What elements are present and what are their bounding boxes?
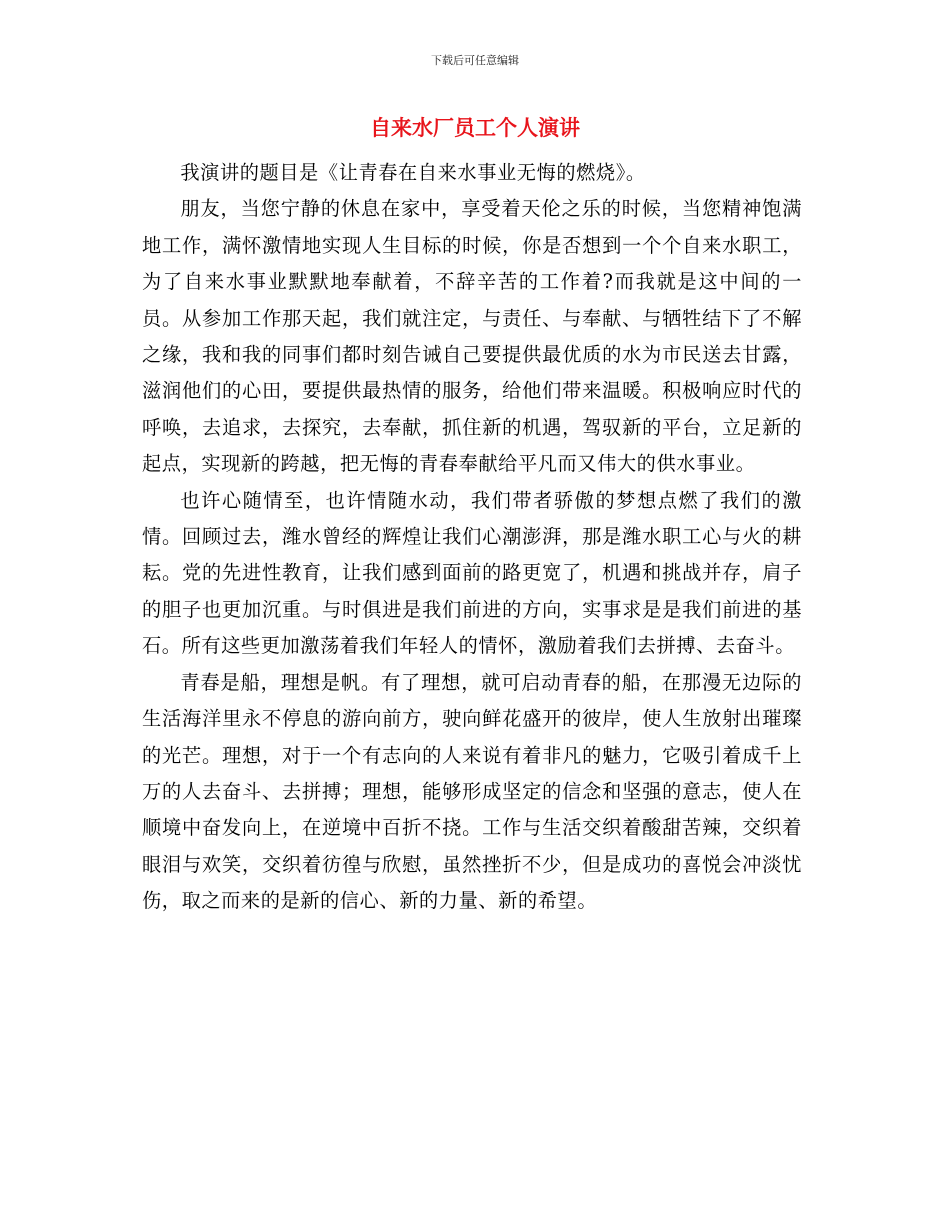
paragraph-ideals: 青春是船，理想是帆。有了理想，就可启动青春的船，在那漫无边际的生活海洋里永不停息的游向前方，驶向鲜花盛开的彼岸，使人生放射出璀璨的光芒。理想，对于一个有志向的人来说有着非凡的魅力，它吸引着成千上万的人去奋斗、去拼搏；理想，能够形成坚定的信念和坚强的意志，使人在顺境中奋发向上，在逆境中百折不挠。工作与生活交织着酸甜苦辣，交织着眼泪与欢笑，交织着彷徨与欣慰，虽然挫折不少，但是成功的喜悦会冲淡忧伤，取之而来的是新的信心、新的力量、新的希望。	[142, 670, 802, 913]
paragraph-passion: 也许心随情至，也许情随水动，我们带者骄傲的梦想点燃了我们的激情。回顾过去，潍水曾经的辉煌让我们心潮澎湃，那是潍水职工心与火的耕耘。党的先进性教育，让我们感到面前的路更宽了，机遇和挑战并存，肩子的胆子也更加沉重。与时俱进是我们前进的方向，实事求是是我们前进的基石。所有这些更加激荡着我们年轻人的情怀，激励着我们去拼搏、去奋斗。	[142, 488, 802, 658]
paragraph-dedication: 朋友，当您宁静的休息在家中，享受着天伦之乐的时候，当您精神饱满地工作，满怀激情地实现人生目标的时候，你是否想到一个个自来水职工，为了自来水事业默默地奉献着，不辞辛苦的工作着?而我就是这中间的一员。从参加工作那天起，我们就注定，与责任、与奉献、与牺牲结下了不解之缘，我和我的同事们都时刻告诫自己要提供最优质的水为市民送去甘露，滋润他们的心田，要提供最热情的服务，给他们带来温暖。积极响应时代的呼唤，去追求，去探究，去奉献，抓住新的机遇，驾驭新的平台，立足新的起点，实现新的跨越，把无悔的青春奉献给平凡而又伟大的供水事业。	[142, 197, 802, 476]
document-title: 自来水厂员工个人演讲	[370, 115, 580, 140]
speech-body	[142, 155, 802, 920]
paragraph-topic: 我演讲的题目是《让青春在自来水事业无悔的燃烧》。	[180, 161, 646, 184]
header-note: 下载后可任意编辑	[431, 54, 519, 67]
